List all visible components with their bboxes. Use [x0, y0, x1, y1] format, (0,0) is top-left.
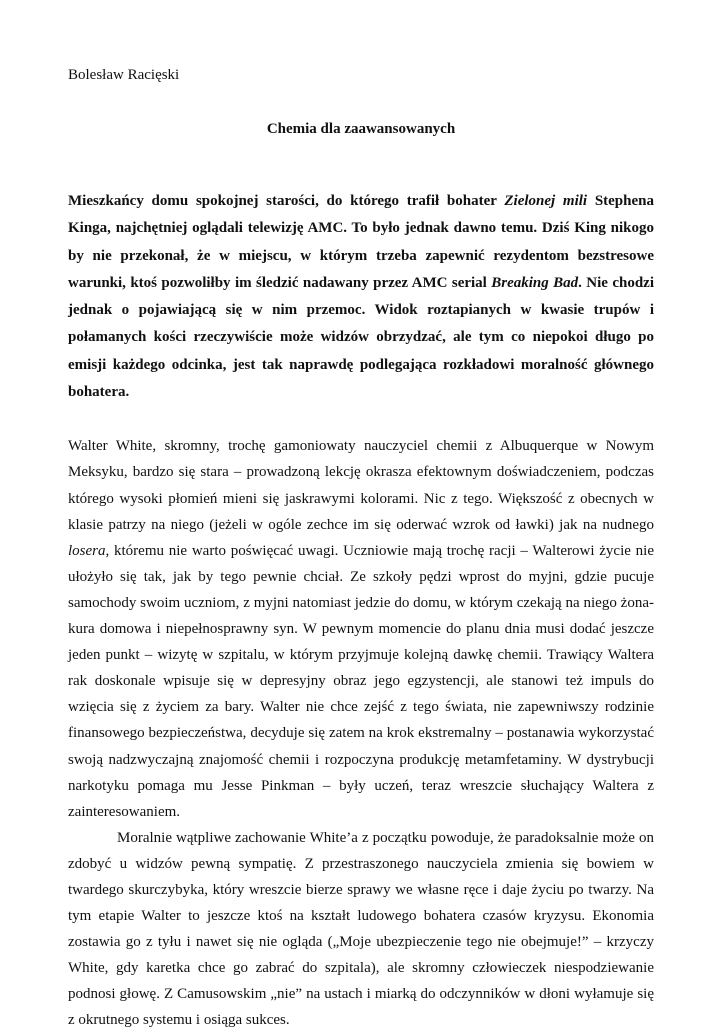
body-paragraph-1: [68, 433, 654, 824]
body-paragraph-1-text-2: , któremu nie warto poświęcać uwagi. Uczniowie mają trochę racji – Walterowi życie nie ułożyło się tak, jak by tego pewnie chciał. Ze szkoły pędzi wprost do myjni, gdzie pucuje samochody swoim uczniom, z myjni natomiast jedzie do domu, w którym czekają na niego żona-kura domowa i niepełnosprawny syn. W pewnym momencie do planu dnia musi dodać jeszcze jeden punkt – wizytę w szpitalu, w którym przyjmuje kolejną dawkę chemii. Trawiący Waltera rak doskonale wpisuje się w depresyjny obraz jego egzystencji, ale stanowi też impuls do wzięcia się z życiem za bary. Walter nie chce zejść z tego świata, nie zapewniwszy rodzinie finansowego bezpieczeństwa, decyduje się zatem na krok ekstremalny – postanawia wykorzystać swoją nadzwyczajną znajomość chemii i rozpoczyna produkcję metamfetaminy. W dystrybucji narkotyku pomaga mu Jesse Pinkman – były uczeń, teraz wreszcie słuchający Waltera z zainteresowaniem.: [68, 542, 654, 820]
body-paragraph-1-emphasis: losera: [68, 542, 106, 559]
body-paragraph-1-text-1: Walter White, skromny, trochę gamoniowaty nauczyciel chemii z Albuquerque w Nowym Meksyku, bardzo się stara – prowadzoną lekcję okrasza efektownym doświadczeniem, podczas którego wysoki płomień mieni się jaskrawymi kolorami. Nic z tego. Większość z obecnych w klasie patrzy na niego (jeżeli w ogóle zechce im się oderwać wzrok od ławki) jak na nudnego: [68, 438, 654, 533]
lead-text-3: . Nie chodzi jednak o pojawiającą się w nim przemoc. Widok roztapianych w kwasie trupów i połamanych kości rzeczywiście może widzów obrzydzać, ale tym co niepokoi długo po emisji każdego odcinka, jest tak naprawdę podlegająca rozkładowi moralność głównego bohatera.: [68, 274, 654, 401]
article-title: Chemia dla zaawansowanych: [266, 121, 456, 137]
lead-text-1: Mieszkańcy domu spokojnej starości, do którego trafił bohater: [68, 193, 505, 209]
lead-emphasis-book-title: Zielonej mili: [504, 193, 588, 209]
lead-paragraph: [68, 188, 654, 406]
lead-emphasis-series-title: Breaking Bad: [491, 274, 579, 291]
body-paragraph-2: Moralnie wątpliwe zachowanie White’a z początku powoduje, że paradoksalnie może on zdobyć u widzów pewną sympatię. Z przestraszonego nauczyciela zmienia się bowiem w twardego skurczybyka, który wreszcie bierze sprawy we własne ręce i daje życiu po twarzy. Na tym etapie Walter to jeszcze ktoś na kształt ludowego bohatera czasów kryzysu. Ekonomia zostawia go z tyłu i nawet się nie ogląda („Moje ubezpieczenie tego nie obejmuje!” – krzyczy White, gdy karetka chce go zabrać do szpitala), ale skromny człowieczek niespodziewanie podnosi głowę. Z Camusowskim „nie” na ustach i miarką do odczynników w dłoni wyłamuje się z okrutnego systemu i osiąga sukces.: [68, 829, 654, 1029]
author-name: Bolesław Racięski: [68, 67, 180, 83]
lead-text-2: Stephena Kinga, najchętniej oglądali telewizję AMC. To było jednak dawno temu. Dziś King nikogo by nie przekonał, że w miejscu, w którym trzeba zapewnić rezydentom bezstresowe warunki, ktoś pozwoliłby im śledzić nadawany przez AMC serial: [68, 193, 654, 291]
document-page: [68, 64, 654, 1034]
